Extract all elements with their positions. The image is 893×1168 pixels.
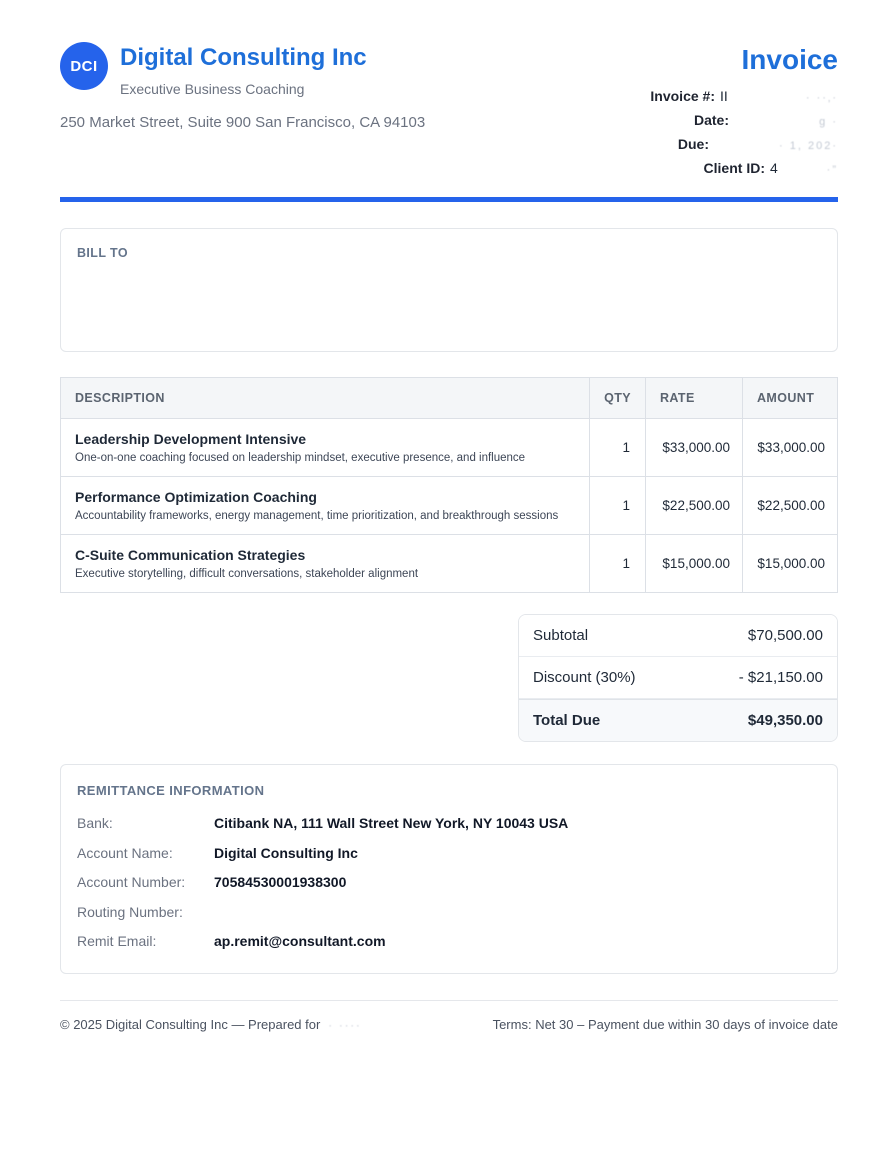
column-header-rate: RATE — [646, 378, 743, 419]
discount-value: - $21,150.00 — [738, 669, 823, 686]
table-row — [61, 419, 838, 477]
footer — [60, 1000, 838, 1032]
line-items-table — [60, 377, 838, 593]
table-row — [61, 477, 838, 535]
invoice-due-line — [650, 136, 838, 152]
table-row — [61, 535, 838, 593]
item-rate: $15,000.00 — [646, 535, 743, 593]
company-logo — [60, 42, 108, 90]
table-header-row — [61, 378, 838, 419]
item-description: One-on-one coaching focused on leadership mindset, executive presence, and influence — [75, 452, 526, 464]
invoice-number-line — [650, 88, 838, 104]
item-title: Leadership Development Intensive — [75, 431, 307, 447]
company-tagline: Executive Business Coaching — [120, 80, 305, 97]
column-header-description: DESCRIPTION — [61, 378, 590, 419]
invoice-date-line — [650, 112, 838, 128]
bank-value: Citibank NA, 111 Wall Street New York, NY 10043 USA — [214, 815, 569, 831]
client-id-label: Client ID: — [703, 160, 765, 176]
item-qty: 1 — [590, 419, 646, 477]
invoice-number-label: Invoice #: — [650, 88, 715, 104]
column-header-qty: QTY — [590, 378, 646, 419]
item-title: Performance Optimization Coaching — [75, 489, 317, 505]
company-address: 250 Market Street, Suite 900 San Francisco, CA 94103 — [60, 113, 426, 131]
remit-row-bank — [77, 815, 821, 832]
remit-row-account-number — [77, 874, 821, 891]
total-due-row — [519, 699, 837, 741]
prepared-for-redacted: · ···· — [328, 1019, 362, 1032]
subtotal-row — [519, 615, 837, 657]
item-qty: 1 — [590, 477, 646, 535]
routing-number-label: Routing Number: — [77, 903, 183, 920]
header-divider — [60, 197, 838, 202]
subtotal-value: $70,500.00 — [747, 627, 823, 644]
client-id-value: 4 — [770, 160, 778, 176]
remit-email-label: Remit Email: — [77, 933, 157, 949]
remit-row-remit-email — [77, 933, 821, 950]
bank-label: Bank: — [77, 815, 113, 831]
discount-label: Discount (30%) — [533, 669, 636, 686]
brand-block — [60, 42, 425, 197]
remittance-box — [60, 764, 838, 974]
invoice-date-redacted: g · — [819, 116, 838, 128]
client-id-redacted: ·” — [826, 164, 838, 176]
invoice-number-redacted: · ··‚· — [805, 92, 838, 104]
item-description: Executive storytelling, difficult conversations, stakeholder alignment — [75, 568, 419, 580]
invoice-title: Invoice — [741, 44, 838, 75]
invoice-meta — [650, 42, 838, 197]
subtotal-label: Subtotal — [533, 627, 589, 644]
client-id-line — [650, 160, 838, 176]
item-rate: $22,500.00 — [646, 477, 743, 535]
remittance-title: REMITTANCE INFORMATION — [77, 783, 265, 798]
terms-text: Terms: Net 30 – Payment due within 30 days of invoice date — [492, 1016, 838, 1032]
item-qty: 1 — [590, 535, 646, 593]
item-amount: $15,000.00 — [743, 535, 838, 593]
totals-box — [518, 614, 838, 742]
total-due-label: Total Due — [533, 712, 601, 729]
item-description: Accountability frameworks, energy management, time prioritization, and breakthrough sessions — [75, 510, 559, 522]
invoice-due-label: Due: — [677, 136, 709, 152]
item-title: C-Suite Communication Strategies — [75, 547, 306, 563]
account-number-label: Account Number: — [77, 874, 186, 890]
bill-to-box — [60, 228, 838, 352]
totals-section — [60, 614, 838, 742]
remit-row-account-name — [77, 845, 821, 862]
invoice-date-label: Date: — [693, 112, 729, 128]
company-name: Digital Consulting Inc — [120, 44, 367, 71]
company-logo-initials: DCI — [70, 57, 98, 75]
account-name-label: Account Name: — [77, 844, 173, 861]
invoice-number-value: II — [720, 88, 728, 104]
bill-to-label: BILL TO — [77, 246, 128, 260]
item-amount: $22,500.00 — [743, 477, 838, 535]
discount-row — [519, 657, 837, 699]
header — [60, 42, 838, 197]
total-due-value: $49,350.00 — [747, 712, 823, 729]
copyright-text: © 2025 Digital Consulting Inc — Prepared for — [60, 1016, 321, 1032]
item-rate: $33,000.00 — [646, 419, 743, 477]
column-header-amount: AMOUNT — [743, 378, 838, 419]
remit-row-routing-number — [77, 904, 821, 921]
invoice-due-redacted: · 1, 202· — [779, 140, 838, 152]
account-name-value: Digital Consulting Inc — [214, 844, 358, 861]
remit-email-value: ap.remit@consultant.com — [214, 933, 386, 949]
account-number-value: 70584530001938300 — [214, 874, 347, 890]
item-amount: $33,000.00 — [743, 419, 838, 477]
